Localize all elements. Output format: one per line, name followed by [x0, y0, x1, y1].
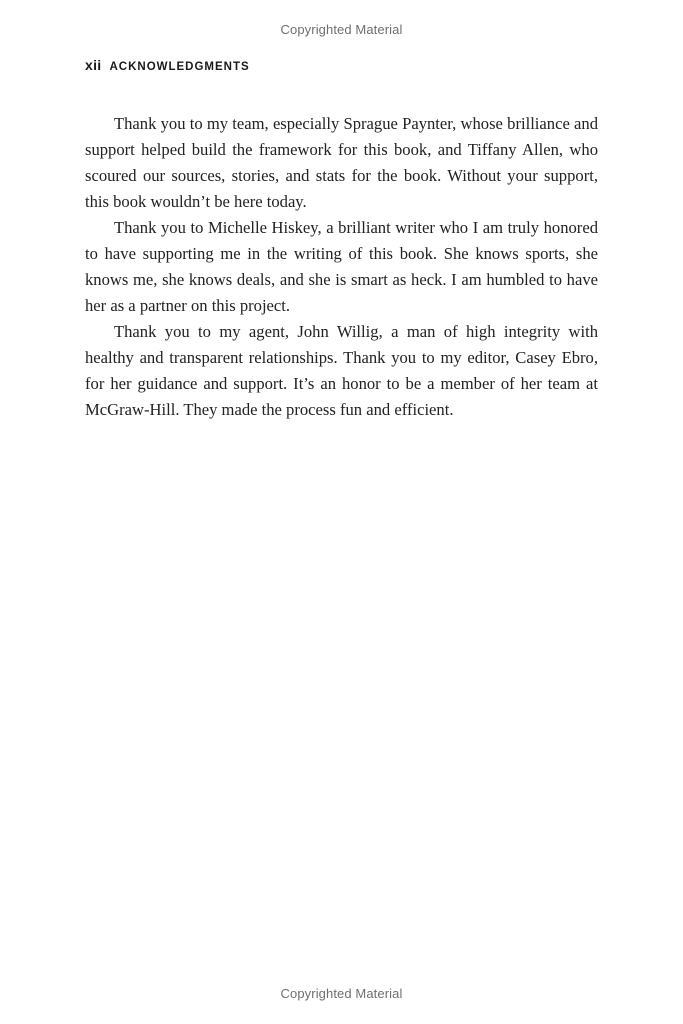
body-text	[85, 111, 598, 423]
section-title: ACKNOWLEDGMENTS	[109, 61, 250, 73]
paragraph: Thank you to Michelle Hiskey, a brilliant writer who I am truly honored to have supporting me in the writing of this book. She knows sports, she knows me, she knows deals, and she is smart as heck. I am humbled to have her as a partner on this project.	[85, 218, 598, 315]
running-head	[85, 57, 250, 75]
paragraph: Thank you to my team, especially Sprague Paynter, whose brilliance and support helped build the framework for this book, and Tiffany Allen, who scoured our sources, stories, and stats for the book. Without your support, this book wouldn’t be here today.	[85, 114, 598, 211]
page-number: xii	[85, 57, 102, 73]
paragraph: Thank you to my agent, John Willig, a man of high integrity with healthy and transparent relationships. Thank you to my editor, Casey Ebro, for her guidance and support. It’s an honor to be a member of her team at McGraw-Hill. They made the process fun and efficient.	[85, 322, 598, 419]
copyright-watermark-bottom: Copyrighted Material	[280, 986, 403, 1001]
copyright-watermark-top: Copyrighted Material	[280, 22, 403, 37]
